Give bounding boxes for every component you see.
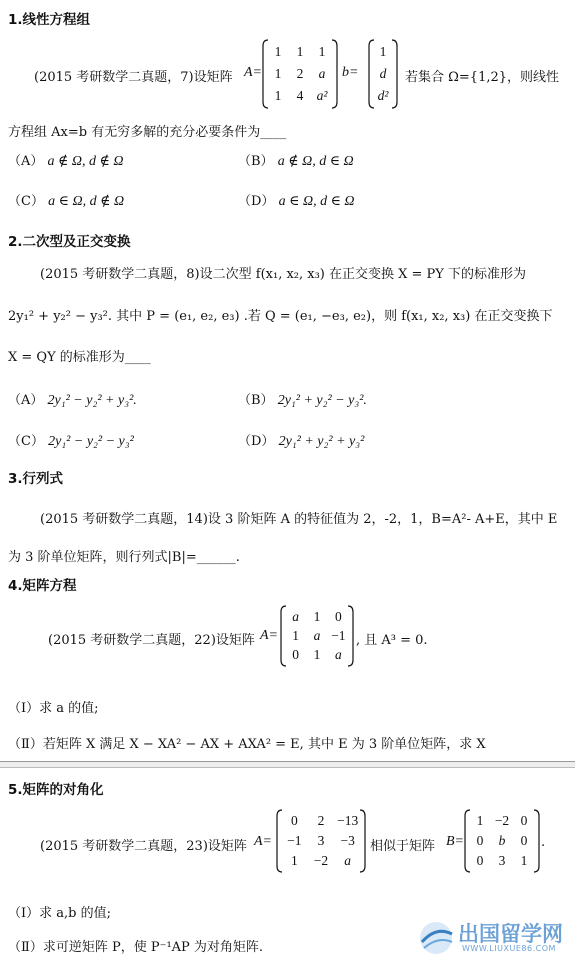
s5-mid: 相似于矩阵: [370, 839, 436, 854]
s1-opt-B: （B） a ∉ Ω, d ∈ Ω: [238, 154, 354, 169]
matrix-cell: 0: [476, 833, 484, 848]
s5-matB-label: B=: [446, 834, 464, 849]
s2-opt-A: （A） 2y₁² − y₂² + y₃².: [8, 393, 137, 408]
section-5-heading: 5.矩阵的对角化: [8, 782, 104, 798]
matrix-cell: 1: [274, 88, 282, 103]
s4-after: , 且 A³ = 0.: [356, 633, 428, 648]
section-3-heading: 3.行列式: [8, 471, 64, 487]
matrix-cell: 0: [334, 608, 342, 624]
matrix-cell: d: [379, 66, 387, 81]
matrix-cell: 1: [379, 44, 387, 59]
watermark-url: WWW.LIUXUE86.COM: [462, 944, 556, 953]
matrix-cell: 0: [476, 853, 484, 868]
matrix-cell: 1: [520, 853, 528, 868]
matrix-cell: a: [313, 628, 321, 643]
matrix-cell: b: [498, 833, 506, 848]
matrix-cell: 0: [520, 833, 528, 848]
s1-vecb-label: b=: [342, 65, 359, 80]
s4-matrix-A: [280, 604, 354, 668]
s4-q2: （Ⅱ）若矩阵 X 满足 X − XA² − AX + AXA² = E, 其中 E 为 3 阶单位矩阵，求 X: [8, 737, 486, 752]
matrix-cell: a: [344, 853, 352, 868]
s3-line2: 为 3 阶单位矩阵，则行列式|B|=______.: [8, 550, 240, 565]
matrix-cell: 0: [290, 813, 298, 828]
s5-period: .: [541, 835, 546, 850]
matrix-cell: −2: [494, 813, 510, 828]
watermark-title: 出国留学网: [458, 922, 563, 946]
matrix-cell: −3: [340, 833, 355, 848]
matrix-cell: 1: [292, 628, 300, 643]
s1-opt-D: （D） a ∈ Ω, d ∈ Ω: [238, 194, 355, 209]
matrix-cell: a: [292, 608, 300, 624]
matrix-cell: a: [318, 66, 326, 81]
s1-matA-label: A=: [244, 65, 262, 80]
s5-q1: （Ⅰ）求 a,b 的值;: [8, 906, 111, 921]
matrix-cell: 3: [317, 833, 325, 848]
s5-matrix-A: [276, 808, 366, 874]
matrix-cell: 1: [296, 44, 304, 59]
matrix-cell: a²: [316, 88, 328, 103]
matrix-cell: −13: [337, 813, 359, 828]
matrix-cell: 1: [274, 66, 282, 81]
s1-vector-b: [368, 38, 398, 110]
matrix-cell: 0: [520, 813, 528, 828]
matrix-cell: 2: [317, 813, 325, 828]
s1-line2: 方程组 Ax=b 有无穷多解的充分必要条件为____: [8, 125, 287, 140]
matrix-cell: 1: [313, 608, 321, 624]
s4-intro: (2015 考研数学二真题，22)设矩阵: [48, 633, 255, 648]
s1-matrix-A: [262, 38, 338, 110]
matrix-cell: 4: [296, 88, 304, 103]
s2-line3: X = QY 的标准形为____: [8, 350, 151, 365]
section-4-heading: 4.矩阵方程: [8, 578, 77, 594]
matrix-cell: 1: [318, 44, 326, 59]
s1-opt-A: （A） a ∉ Ω, d ∉ Ω: [8, 154, 124, 169]
matrix-cell: d²: [377, 88, 389, 103]
s1-opt-C: （C） a ∈ Ω, d ∉ Ω: [8, 194, 125, 209]
matrix-cell: −1: [331, 628, 346, 643]
matrix-cell: 0: [292, 647, 300, 663]
matrix-cell: 1: [313, 647, 321, 663]
s2-opt-B: （B） 2y₁² + y₂² − y₃².: [238, 393, 367, 408]
s1-intro: (2015 考研数学二真题，7)设矩阵: [34, 70, 233, 85]
s4-matA-label: A=: [260, 628, 278, 643]
s1-condition: 若集合 Ω={1,2}，则线性: [405, 70, 560, 85]
s2-line2: 2y₁² + y₂² − y₃². 其中 P = (e₁, e₂, e₃) .若 Q = (e₁, −e₃, e₂)，则 f(x₁, x₂, x₃) 在正交变换下: [8, 309, 553, 324]
matrix-cell: a: [334, 647, 342, 663]
s5-intro: (2015 考研数学二真题，23)设矩阵: [40, 839, 247, 854]
s4-q1: （Ⅰ）求 a 的值;: [8, 701, 99, 716]
matrix-cell: 1: [290, 853, 298, 868]
section-2-heading: 2.二次型及正交变换: [8, 234, 131, 250]
s2-line1: (2015 考研数学二真题，8)设二次型 f(x₁, x₂, x₃) 在正交变换 X = PY 下的标准形为: [40, 267, 527, 282]
matrix-cell: 2: [296, 66, 304, 81]
s5-matA-label: A=: [254, 834, 272, 849]
matrix-cell: −2: [313, 853, 329, 868]
matrix-cell: −1: [287, 833, 302, 848]
section-1-heading: 1.线性方程组: [8, 12, 91, 28]
s5-q2: （Ⅱ）求可逆矩阵 P，使 P⁻¹AP 为对角矩阵.: [8, 940, 264, 955]
s5-matrix-B: [464, 808, 540, 874]
matrix-cell: 1: [476, 813, 484, 828]
matrix-cell: 1: [274, 44, 282, 59]
s3-line1: (2015 考研数学二真题，14)设 3 阶矩阵 A 的特征值为 2，-2，1，B=A²- A+E，其中 E: [40, 512, 558, 527]
s2-opt-D: （D） 2y₁² + y₂² + y₃²: [238, 434, 365, 449]
matrix-cell: 3: [498, 853, 506, 868]
s2-opt-C: （C） 2y₁² − y₂² − y₃²: [8, 434, 134, 449]
page-break: [0, 761, 575, 768]
watermark-logo: [418, 918, 570, 958]
